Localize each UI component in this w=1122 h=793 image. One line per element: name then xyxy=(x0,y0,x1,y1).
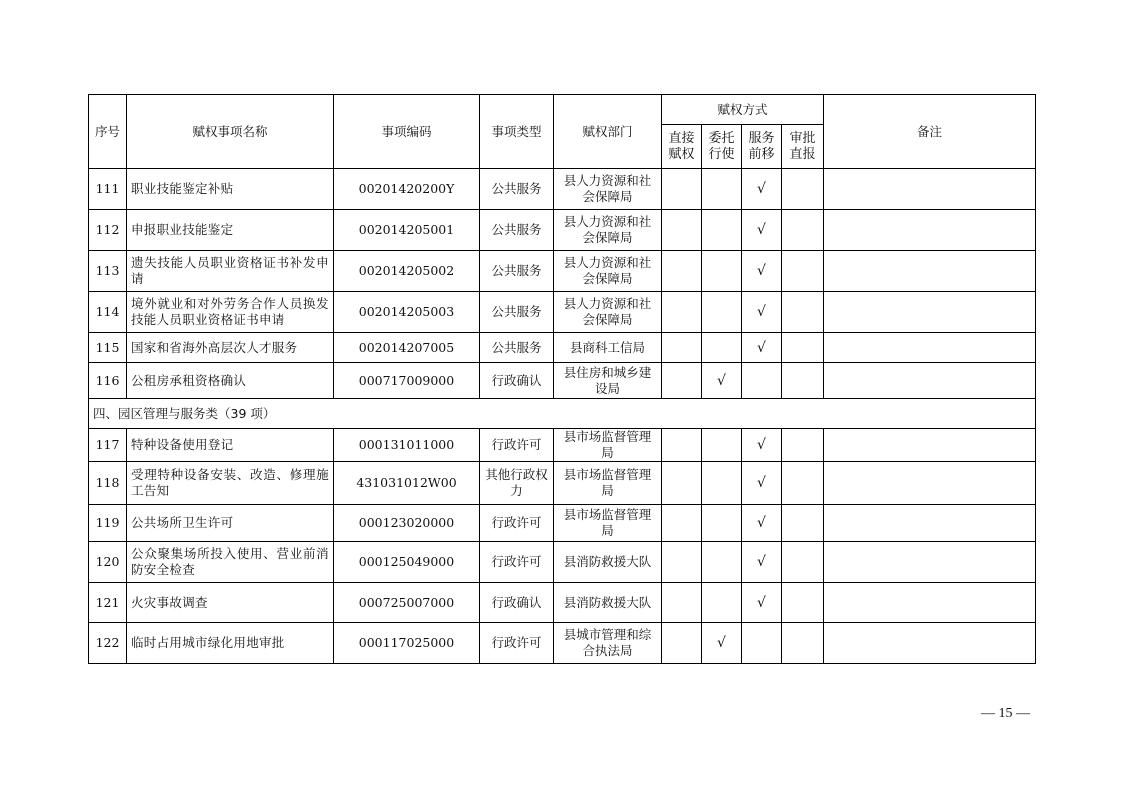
authorizing-dept: 县商科工信局 xyxy=(554,333,662,363)
header-no: 序号 xyxy=(89,95,127,169)
table-row xyxy=(89,333,1036,363)
header-method: 赋权方式 xyxy=(662,95,824,125)
mark-direct-report xyxy=(782,623,824,664)
section-row xyxy=(89,399,1036,429)
header-type: 事项类型 xyxy=(480,95,554,169)
row-number: 117 xyxy=(89,429,127,462)
remark xyxy=(824,363,1036,399)
item-type: 行政确认 xyxy=(480,363,554,399)
mark-direct-report xyxy=(782,583,824,623)
remark xyxy=(824,505,1036,542)
mark-service-forward: √ xyxy=(742,210,782,251)
section-title: 四、园区管理与服务类（39 项） xyxy=(89,399,1036,429)
mark-entrust xyxy=(702,462,742,505)
mark-service-forward xyxy=(742,363,782,399)
mark-entrust xyxy=(702,505,742,542)
row-number: 115 xyxy=(89,333,127,363)
row-number: 120 xyxy=(89,542,127,583)
authorizing-dept: 县城市管理和综合执法局 xyxy=(554,623,662,664)
authorizing-dept: 县消防救援大队 xyxy=(554,583,662,623)
item-code: 000125049000 xyxy=(334,542,480,583)
item-type: 行政许可 xyxy=(480,505,554,542)
mark-direct xyxy=(662,505,702,542)
item-name: 职业技能鉴定补贴 xyxy=(127,169,334,210)
mark-entrust xyxy=(702,169,742,210)
table-row xyxy=(89,623,1036,664)
authorization-items-table xyxy=(88,94,1036,664)
mark-direct xyxy=(662,251,702,292)
mark-entrust xyxy=(702,542,742,583)
mark-service-forward: √ xyxy=(742,251,782,292)
mark-entrust xyxy=(702,210,742,251)
row-number: 118 xyxy=(89,462,127,505)
item-type: 公共服务 xyxy=(480,333,554,363)
table-row xyxy=(89,462,1036,505)
header-entrust: 委托行使 xyxy=(702,125,742,169)
table-row xyxy=(89,292,1036,333)
mark-direct-report xyxy=(782,462,824,505)
table-row xyxy=(89,251,1036,292)
header-remark: 备注 xyxy=(824,95,1036,169)
item-code: 002014205001 xyxy=(334,210,480,251)
mark-direct xyxy=(662,429,702,462)
mark-service-forward: √ xyxy=(742,292,782,333)
mark-entrust xyxy=(702,429,742,462)
row-number: 114 xyxy=(89,292,127,333)
mark-direct xyxy=(662,583,702,623)
mark-direct-report xyxy=(782,333,824,363)
row-number: 116 xyxy=(89,363,127,399)
item-code: 000717009000 xyxy=(334,363,480,399)
mark-entrust xyxy=(702,292,742,333)
mark-direct xyxy=(662,210,702,251)
item-type: 行政许可 xyxy=(480,429,554,462)
mark-direct xyxy=(662,623,702,664)
item-name: 受理特种设备安装、改造、修理施工告知 xyxy=(127,462,334,505)
mark-direct xyxy=(662,169,702,210)
item-name: 临时占用城市绿化用地审批 xyxy=(127,623,334,664)
item-name: 公共场所卫生许可 xyxy=(127,505,334,542)
table-header xyxy=(89,95,1036,169)
item-code: 002014207005 xyxy=(334,333,480,363)
item-name: 火灾事故调查 xyxy=(127,583,334,623)
mark-entrust: √ xyxy=(702,363,742,399)
authorizing-dept: 县人力资源和社会保障局 xyxy=(554,251,662,292)
authorizing-dept: 县市场监督管理局 xyxy=(554,462,662,505)
authorizing-dept: 县市场监督管理局 xyxy=(554,429,662,462)
remark xyxy=(824,583,1036,623)
item-code: 00201420200Y xyxy=(334,169,480,210)
mark-service-forward: √ xyxy=(742,462,782,505)
header-direct: 直接赋权 xyxy=(662,125,702,169)
authorizing-dept: 县人力资源和社会保障局 xyxy=(554,292,662,333)
row-number: 112 xyxy=(89,210,127,251)
mark-direct xyxy=(662,542,702,583)
remark xyxy=(824,333,1036,363)
remark xyxy=(824,429,1036,462)
remark xyxy=(824,251,1036,292)
mark-direct xyxy=(662,333,702,363)
header-name: 赋权事项名称 xyxy=(127,95,334,169)
row-number: 113 xyxy=(89,251,127,292)
row-number: 119 xyxy=(89,505,127,542)
mark-direct xyxy=(662,292,702,333)
table-row xyxy=(89,210,1036,251)
table-row xyxy=(89,169,1036,210)
item-code: 000123020000 xyxy=(334,505,480,542)
authorizing-dept: 县市场监督管理局 xyxy=(554,505,662,542)
item-type: 公共服务 xyxy=(480,210,554,251)
row-number: 121 xyxy=(89,583,127,623)
table-row xyxy=(89,363,1036,399)
item-type: 行政确认 xyxy=(480,583,554,623)
mark-direct-report xyxy=(782,363,824,399)
item-type: 公共服务 xyxy=(480,251,554,292)
mark-entrust xyxy=(702,333,742,363)
mark-service-forward xyxy=(742,623,782,664)
item-name: 境外就业和对外劳务合作人员换发技能人员职业资格证书申请 xyxy=(127,292,334,333)
authorizing-dept: 县人力资源和社会保障局 xyxy=(554,210,662,251)
row-number: 111 xyxy=(89,169,127,210)
item-code: 002014205002 xyxy=(334,251,480,292)
header-dept: 赋权部门 xyxy=(554,95,662,169)
header-code: 事项编码 xyxy=(334,95,480,169)
item-type: 其他行政权力 xyxy=(480,462,554,505)
mark-direct-report xyxy=(782,292,824,333)
row-number: 122 xyxy=(89,623,127,664)
mark-service-forward: √ xyxy=(742,583,782,623)
mark-direct-report xyxy=(782,169,824,210)
mark-service-forward: √ xyxy=(742,333,782,363)
mark-service-forward: √ xyxy=(742,505,782,542)
table-body xyxy=(89,169,1036,664)
item-code: 000725007000 xyxy=(334,583,480,623)
item-code: 002014205003 xyxy=(334,292,480,333)
remark xyxy=(824,462,1036,505)
item-name: 申报职业技能鉴定 xyxy=(127,210,334,251)
item-name: 特种设备使用登记 xyxy=(127,429,334,462)
item-name: 国家和省海外高层次人才服务 xyxy=(127,333,334,363)
mark-entrust xyxy=(702,583,742,623)
authorizing-dept: 县消防救援大队 xyxy=(554,542,662,583)
mark-direct xyxy=(662,462,702,505)
mark-entrust xyxy=(702,251,742,292)
item-code: 000131011000 xyxy=(334,429,480,462)
mark-service-forward: √ xyxy=(742,429,782,462)
table-row xyxy=(89,429,1036,462)
page-number: — 15 — xyxy=(981,706,1030,721)
mark-direct-report xyxy=(782,210,824,251)
item-type: 公共服务 xyxy=(480,292,554,333)
mark-service-forward: √ xyxy=(742,542,782,583)
remark xyxy=(824,210,1036,251)
item-type: 行政许可 xyxy=(480,623,554,664)
remark xyxy=(824,169,1036,210)
mark-direct xyxy=(662,363,702,399)
mark-direct-report xyxy=(782,542,824,583)
mark-entrust: √ xyxy=(702,623,742,664)
mark-direct-report xyxy=(782,505,824,542)
table-row xyxy=(89,542,1036,583)
remark xyxy=(824,542,1036,583)
authorizing-dept: 县人力资源和社会保障局 xyxy=(554,169,662,210)
header-direct-report: 审批直报 xyxy=(782,125,824,169)
authorizing-dept: 县住房和城乡建设局 xyxy=(554,363,662,399)
item-type: 公共服务 xyxy=(480,169,554,210)
item-type: 行政许可 xyxy=(480,542,554,583)
table-row xyxy=(89,505,1036,542)
item-name: 公众聚集场所投入使用、营业前消防安全检查 xyxy=(127,542,334,583)
item-name: 遗失技能人员职业资格证书补发申请 xyxy=(127,251,334,292)
mark-direct-report xyxy=(782,429,824,462)
item-code: 000117025000 xyxy=(334,623,480,664)
item-name: 公租房承租资格确认 xyxy=(127,363,334,399)
table-row xyxy=(89,583,1036,623)
header-service-forward: 服务前移 xyxy=(742,125,782,169)
mark-service-forward: √ xyxy=(742,169,782,210)
mark-direct-report xyxy=(782,251,824,292)
item-code: 431031012W00 xyxy=(334,462,480,505)
remark xyxy=(824,292,1036,333)
remark xyxy=(824,623,1036,664)
